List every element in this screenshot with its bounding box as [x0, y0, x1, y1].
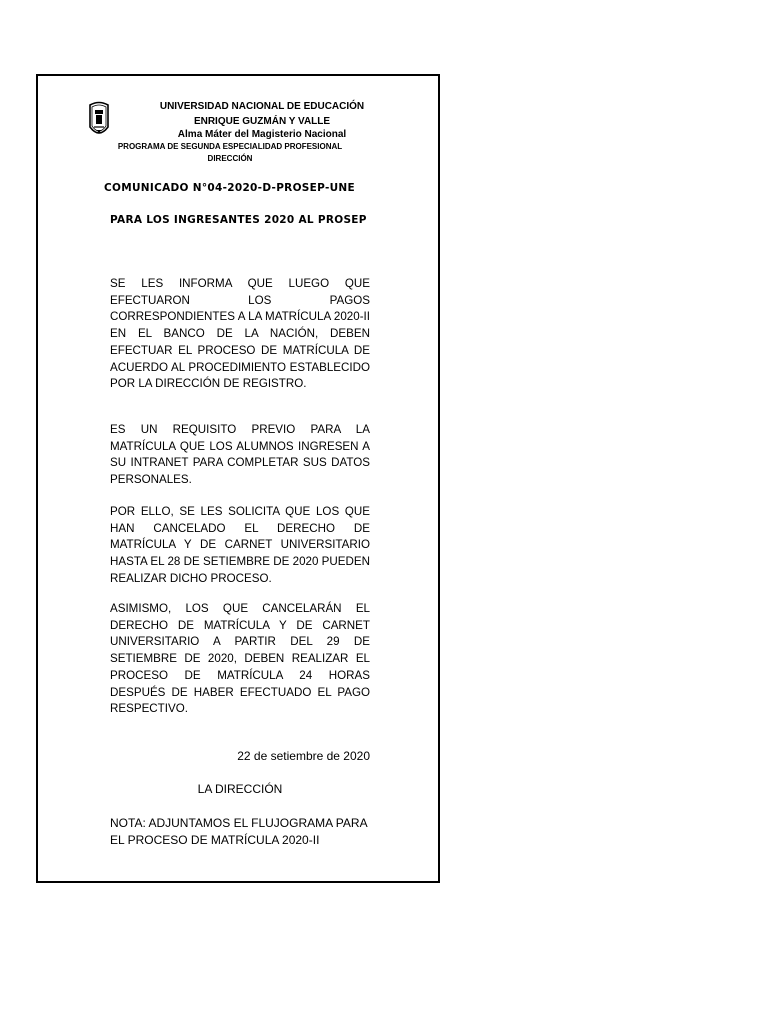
university-name: ENRIQUE GUZMÁN Y VALLE — [193, 116, 331, 127]
document-date: 22 de setiembre de 2020 — [237, 749, 370, 763]
communique-number: COMUNICADO N°04-2020-D-PROSEP-UNE — [104, 182, 355, 194]
body-paragraph: ES UN REQUISITO PREVIO PARA LA MATRÍCULA QUE LOS ALUMNOS INGRESEN A SU INTRANET PARA COMPLETAR SUS DATOS PERSONALES. — [110, 423, 370, 487]
signature: LA DIRECCIÓN — [197, 782, 283, 796]
university-seal-icon — [88, 101, 110, 141]
body-paragraph: ASIMISMO, LOS QUE CANCELARÁN EL DERECHO DE MATRÍCULA Y DE CARNET UNIVERSITARIO A PARTIR DEL 29 DE SETIEMBRE DE 2020, DEBEN REALIZAR EL PROCESO DE MATRÍCULA 24 HORAS DESPUÉS DE HABER EFECTUADO EL PAGO RESPECTIVO. — [110, 602, 370, 716]
program-name: PROGRAMA DE SEGUNDA ESPECIALIDAD PROFESIONAL — [117, 142, 343, 151]
office-name: DIRECCIÓN — [207, 154, 253, 163]
university-title: UNIVERSIDAD NACIONAL DE EDUCACIÓN — [159, 101, 365, 112]
body-paragraph: SE LES INFORMA QUE LUEGO QUE EFECTUARON LOS PAGOS CORRESPONDIENTES A LA MATRÍCULA 2020-II EN EL BANCO DE LA NACIÓN, DEBEN EFECTUAR EL PROCESO DE MATRÍCULA DE ACUERDO AL PROCEDIMIENTO ESTABLECIDO POR LA DIRECCIÓN DE REGISTRO. — [110, 277, 370, 391]
note: NOTA: ADJUNTAMOS EL FLUJOGRAMA PARA EL PROCESO DE MATRÍCULA 2020-II — [110, 816, 367, 847]
communique-addressee: PARA LOS INGRESANTES 2020 AL PROSEP — [110, 214, 367, 226]
body-paragraph: POR ELLO, SE LES SOLICITA QUE LOS QUE HAN CANCELADO EL DERECHO DE MATRÍCULA Y DE CARNET UNIVERSITARIO HASTA EL 28 DE SETIEMBRE DE 2020 PUEDEN REALIZAR DICHO PROCESO. — [110, 505, 370, 585]
university-motto: Alma Máter del Magisterio Nacional — [177, 129, 347, 140]
